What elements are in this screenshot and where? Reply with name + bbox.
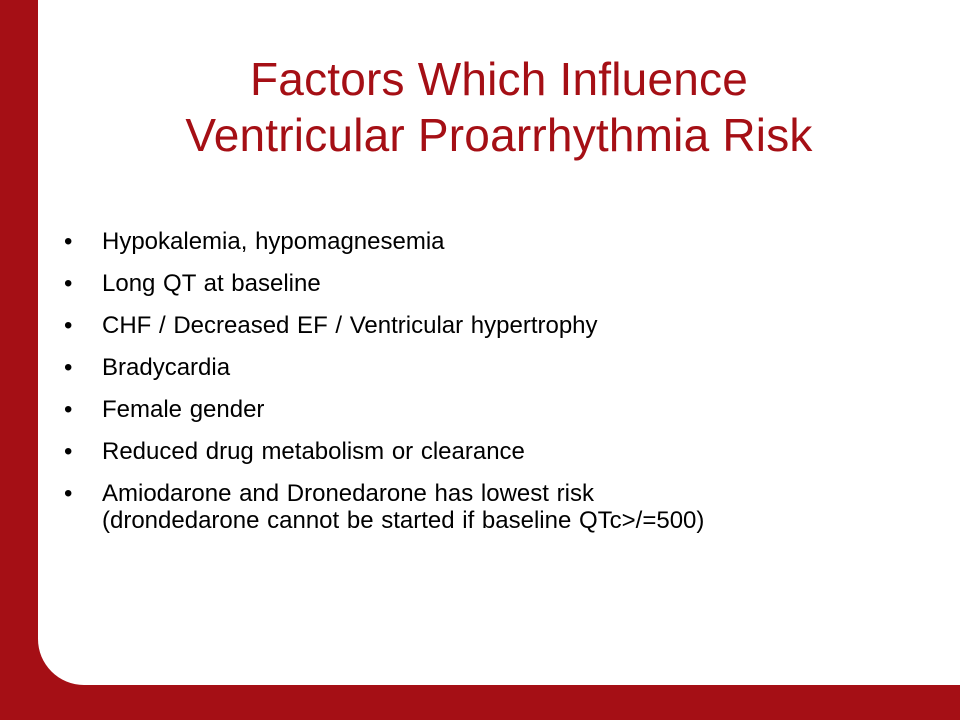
bullet-text: Reduced drug metabolism or clearance (102, 438, 525, 465)
slide-title (38, 51, 960, 163)
bullet-icon: • (64, 354, 73, 381)
bullet-text: Hypokalemia, hypomagnesemia (102, 228, 445, 255)
bullet-item (64, 228, 944, 255)
bullet-item (64, 396, 944, 423)
bullet-text: Female gender (102, 396, 265, 423)
bullet-text: Amiodarone and Dronedarone has lowest risk (102, 480, 594, 507)
bullet-icon: • (64, 396, 73, 423)
bullet-item (64, 438, 944, 465)
bullet-icon: • (64, 438, 73, 465)
bullet-continuation-text: (drondedarone cannot be started if baseline QTc>/=500) (102, 507, 705, 534)
bullet-text: CHF / Decreased EF / Ventricular hypertrophy (102, 312, 598, 339)
slide-title-line-2: Ventricular Proarrhythmia Risk (185, 109, 813, 161)
slide-content-panel (38, 0, 960, 685)
bullet-icon: • (64, 312, 73, 339)
bullet-icon: • (64, 480, 73, 507)
bullet-item (64, 480, 944, 534)
bullet-item (64, 270, 944, 297)
bullet-text: Bradycardia (102, 354, 231, 381)
bullet-item (64, 312, 944, 339)
bullet-icon: • (64, 228, 73, 255)
slide-title-line-1: Factors Which Influence (249, 53, 749, 105)
bullet-icon: • (64, 270, 73, 297)
bullet-text: Long QT at baseline (102, 270, 321, 297)
bullet-list (64, 228, 944, 549)
bullet-item (64, 354, 944, 381)
